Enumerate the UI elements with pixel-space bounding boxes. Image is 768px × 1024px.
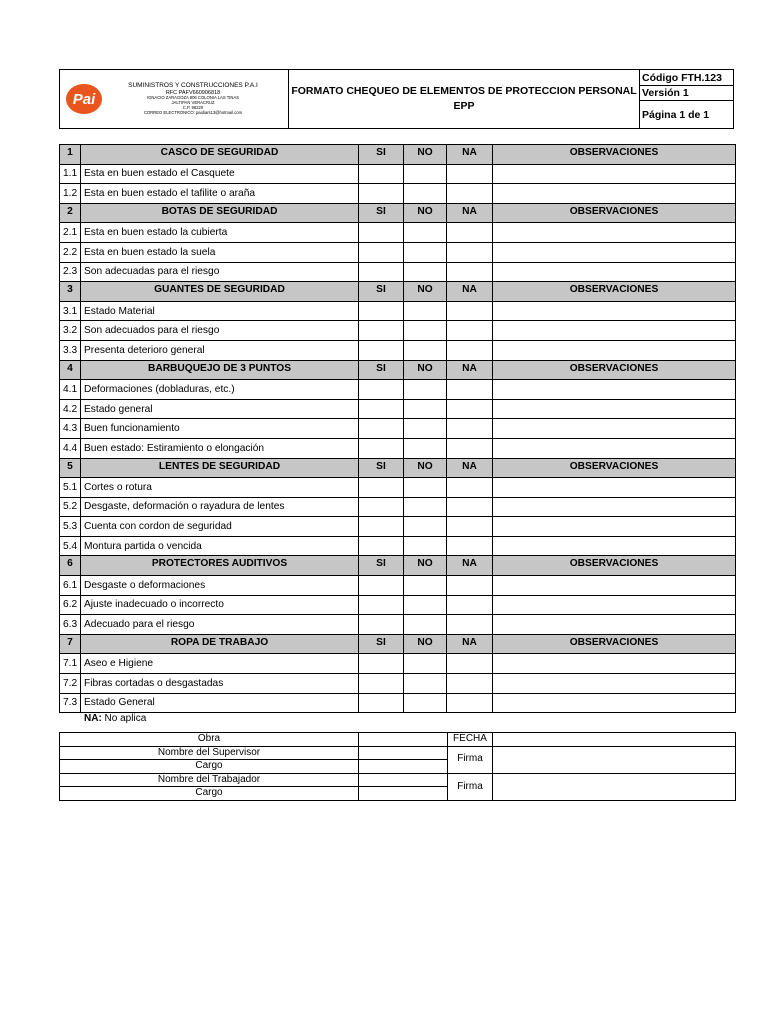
na-cell[interactable] — [447, 536, 493, 556]
item-number: 6.2 — [60, 595, 81, 615]
checklist-item-row — [60, 693, 736, 713]
no-cell[interactable] — [404, 438, 447, 458]
supervisor-cargo-label: Cargo — [60, 760, 359, 774]
observaciones-cell[interactable] — [493, 595, 736, 615]
na-cell[interactable] — [447, 654, 493, 674]
trabajador-cargo-label: Cargo — [60, 787, 359, 801]
no-cell[interactable] — [404, 262, 447, 282]
checklist-item-row — [60, 674, 736, 694]
item-description: Ajuste inadecuado o incorrecto — [81, 595, 359, 615]
col-no-header: NO — [404, 458, 447, 478]
section-title: BARBUQUEJO DE 3 PUNTOS — [81, 360, 359, 380]
checklist-item-row — [60, 478, 736, 498]
no-cell[interactable] — [404, 242, 447, 262]
document-page-number: Página 1 de 1 — [642, 108, 710, 121]
checklist-item-row — [60, 262, 736, 282]
si-cell[interactable] — [359, 674, 404, 694]
na-cell[interactable] — [447, 478, 493, 498]
na-cell[interactable] — [447, 517, 493, 537]
company-name: SUMINISTROS Y CONSTRUCCIONES P.A.I — [128, 82, 258, 90]
si-cell[interactable] — [359, 262, 404, 282]
section-number: 6 — [60, 556, 81, 576]
na-cell[interactable] — [447, 321, 493, 341]
item-number: 7.1 — [60, 654, 81, 674]
checklist-item-row — [60, 654, 736, 674]
na-cell[interactable] — [447, 340, 493, 360]
item-number: 3.1 — [60, 301, 81, 321]
observaciones-cell[interactable] — [493, 654, 736, 674]
col-na-header: NA — [447, 360, 493, 380]
na-cell[interactable] — [447, 242, 493, 262]
checklist-item-row — [60, 517, 736, 537]
col-na-header: NA — [447, 556, 493, 576]
checklist-table — [59, 144, 736, 713]
no-cell[interactable] — [404, 517, 447, 537]
observaciones-cell[interactable] — [493, 419, 736, 439]
checklist-item-row — [60, 321, 736, 341]
section-title: CASCO DE SEGURIDAD — [81, 145, 359, 165]
si-cell[interactable] — [359, 595, 404, 615]
col-no-header: NO — [404, 556, 447, 576]
company-email: CORREO ELECTRONICO: paidiars13@hotmail.com — [143, 109, 243, 115]
company-rfc: RFC PAFV660906818 — [165, 89, 221, 96]
no-cell[interactable] — [404, 693, 447, 713]
item-description: Son adecuadas para el riesgo — [81, 262, 359, 282]
item-description: Estado general — [81, 399, 359, 419]
col-na-header: NA — [447, 145, 493, 165]
supervisor-label: Nombre del Supervisor — [60, 746, 359, 760]
trabajador-label: Nombre del Trabajador — [60, 773, 359, 787]
no-cell[interactable] — [404, 615, 447, 635]
col-na-header: NA — [447, 458, 493, 478]
observaciones-cell[interactable] — [493, 321, 736, 341]
item-number: 4.3 — [60, 419, 81, 439]
observaciones-cell[interactable] — [493, 497, 736, 517]
col-no-header: NO — [404, 634, 447, 654]
item-number: 4.4 — [60, 438, 81, 458]
observaciones-cell[interactable] — [493, 536, 736, 556]
no-cell[interactable] — [404, 184, 447, 204]
col-observaciones-header: OBSERVACIONES — [493, 556, 736, 576]
item-number: 7.3 — [60, 693, 81, 713]
item-number: 5.3 — [60, 517, 81, 537]
col-na-header: NA — [447, 282, 493, 302]
col-observaciones-header: OBSERVACIONES — [493, 634, 736, 654]
observaciones-cell[interactable] — [493, 164, 736, 184]
item-description: Adecuado para el riesgo — [81, 615, 359, 635]
checklist-item-row — [60, 576, 736, 596]
checklist-item-row — [60, 301, 736, 321]
checklist-item-row — [60, 595, 736, 615]
checklist-item-row — [60, 340, 736, 360]
na-cell[interactable] — [447, 301, 493, 321]
checklist-item-row — [60, 223, 736, 243]
col-na-header: NA — [447, 634, 493, 654]
document-header — [59, 69, 734, 129]
si-cell[interactable] — [359, 576, 404, 596]
si-cell[interactable] — [359, 615, 404, 635]
fecha-field[interactable] — [493, 733, 736, 747]
item-number: 4.1 — [60, 380, 81, 400]
na-cell[interactable] — [447, 184, 493, 204]
item-description: Fibras cortadas o desgastadas — [81, 674, 359, 694]
si-cell[interactable] — [359, 164, 404, 184]
checklist-item-row — [60, 380, 736, 400]
supervisor-field[interactable] — [359, 746, 448, 760]
col-observaciones-header: OBSERVACIONES — [493, 145, 736, 165]
item-description: Esta en buen estado el tafilite o araña — [81, 184, 359, 204]
no-cell[interactable] — [404, 576, 447, 596]
no-cell[interactable] — [404, 478, 447, 498]
item-description: Montura partida o vencida — [81, 536, 359, 556]
no-cell[interactable] — [404, 595, 447, 615]
col-no-header: NO — [404, 282, 447, 302]
checklist-item-row — [60, 419, 736, 439]
si-cell[interactable] — [359, 654, 404, 674]
supervisor-firma-field[interactable] — [493, 746, 736, 773]
observaciones-cell[interactable] — [493, 184, 736, 204]
col-observaciones-header: OBSERVACIONES — [493, 282, 736, 302]
item-description: Desgaste o deformaciones — [81, 576, 359, 596]
observaciones-cell[interactable] — [493, 242, 736, 262]
item-description: Desgaste, deformación o rayadura de lentes — [81, 497, 359, 517]
trabajador-field[interactable] — [359, 773, 448, 787]
company-block — [60, 70, 289, 128]
trabajador-firma-label: Firma — [448, 773, 493, 800]
company-zip: C.P. 96220 — [182, 104, 204, 110]
observaciones-cell[interactable] — [493, 301, 736, 321]
section-header-row — [60, 203, 736, 223]
no-cell[interactable] — [404, 301, 447, 321]
si-cell[interactable] — [359, 380, 404, 400]
item-description: Esta en buen estado el Casquete — [81, 164, 359, 184]
trabajador-firma-field[interactable] — [493, 773, 736, 800]
observaciones-cell[interactable] — [493, 693, 736, 713]
obra-label: Obra — [60, 733, 359, 747]
company-info — [102, 82, 288, 115]
item-description: Buen estado: Estiramiento o elongación — [81, 438, 359, 458]
item-description: Presenta deterioro general — [81, 340, 359, 360]
section-number: 5 — [60, 458, 81, 478]
item-description: Deformaciones (dobladuras, etc.) — [81, 380, 359, 400]
item-number: 6.1 — [60, 576, 81, 596]
col-no-header: NO — [404, 203, 447, 223]
col-na-header: NA — [447, 203, 493, 223]
observaciones-cell[interactable] — [493, 438, 736, 458]
company-address: IGNACIO ZARAGOZA 806 COLONIA LAS TINAS — [146, 95, 240, 101]
section-header-row — [60, 556, 736, 576]
na-cell[interactable] — [447, 164, 493, 184]
item-number: 5.2 — [60, 497, 81, 517]
si-cell[interactable] — [359, 536, 404, 556]
item-description: Aseo e Higiene — [81, 654, 359, 674]
observaciones-cell[interactable] — [493, 399, 736, 419]
obra-field[interactable] — [359, 733, 448, 747]
item-number: 2.1 — [60, 223, 81, 243]
observaciones-cell[interactable] — [493, 340, 736, 360]
item-description: Esta en buen estado la suela — [81, 242, 359, 262]
na-cell[interactable] — [447, 497, 493, 517]
observaciones-cell[interactable] — [493, 478, 736, 498]
checklist-item-row — [60, 615, 736, 635]
item-number: 3.3 — [60, 340, 81, 360]
section-title: BOTAS DE SEGURIDAD — [81, 203, 359, 223]
na-cell[interactable] — [447, 223, 493, 243]
observaciones-cell[interactable] — [493, 380, 736, 400]
observaciones-cell[interactable] — [493, 615, 736, 635]
si-cell[interactable] — [359, 340, 404, 360]
trabajador-cargo-field[interactable] — [359, 787, 448, 801]
si-cell[interactable] — [359, 242, 404, 262]
checklist-item-row — [60, 536, 736, 556]
col-no-header: NO — [404, 145, 447, 165]
observaciones-cell[interactable] — [493, 517, 736, 537]
fecha-label: FECHA — [448, 733, 493, 747]
section-title: LENTES DE SEGURIDAD — [81, 458, 359, 478]
no-cell[interactable] — [404, 419, 447, 439]
supervisor-firma-label: Firma — [448, 746, 493, 773]
item-description: Estado General — [81, 693, 359, 713]
si-cell[interactable] — [359, 693, 404, 713]
title-line-1: FORMATO CHEQUEO DE ELEMENTOS DE PROTECCION PERSONAL — [291, 84, 637, 97]
col-si-header: SI — [359, 360, 404, 380]
section-header-row — [60, 458, 736, 478]
si-cell[interactable] — [359, 517, 404, 537]
document-meta — [640, 70, 733, 128]
checklist-item-row — [60, 242, 736, 262]
item-number: 3.2 — [60, 321, 81, 341]
document-version: Versión 1 — [640, 86, 733, 101]
observaciones-cell[interactable] — [493, 223, 736, 243]
signature-table — [59, 732, 736, 801]
checklist-item-row — [60, 184, 736, 204]
na-cell[interactable] — [447, 576, 493, 596]
na-cell[interactable] — [447, 674, 493, 694]
col-observaciones-header: OBSERVACIONES — [493, 203, 736, 223]
item-number: 5.1 — [60, 478, 81, 498]
si-cell[interactable] — [359, 321, 404, 341]
item-description: Buen funcionamiento — [81, 419, 359, 439]
col-observaciones-header: OBSERVACIONES — [493, 360, 736, 380]
si-cell[interactable] — [359, 478, 404, 498]
item-number: 1.1 — [60, 164, 81, 184]
section-number: 7 — [60, 634, 81, 654]
section-header-row — [60, 634, 736, 654]
item-description: Cortes o rotura — [81, 478, 359, 498]
na-cell[interactable] — [447, 380, 493, 400]
section-number: 4 — [60, 360, 81, 380]
company-city: JALTIPAN VERACRUZ — [171, 100, 215, 106]
section-header-row — [60, 282, 736, 302]
item-number: 7.2 — [60, 674, 81, 694]
si-cell[interactable] — [359, 399, 404, 419]
col-si-header: SI — [359, 145, 404, 165]
na-cell[interactable] — [447, 438, 493, 458]
checklist-item-row — [60, 497, 736, 517]
observaciones-cell[interactable] — [493, 576, 736, 596]
col-si-header: SI — [359, 634, 404, 654]
na-note-label: NA: — [84, 713, 102, 724]
item-number: 6.3 — [60, 615, 81, 635]
item-description: Estado Material — [81, 301, 359, 321]
item-description: Esta en buen estado la cubierta — [81, 223, 359, 243]
section-header-row — [60, 145, 736, 165]
no-cell[interactable] — [404, 321, 447, 341]
no-cell[interactable] — [404, 536, 447, 556]
na-note — [84, 713, 146, 724]
col-si-header: SI — [359, 556, 404, 576]
item-number: 2.3 — [60, 262, 81, 282]
observaciones-cell[interactable] — [493, 674, 736, 694]
col-si-header: SI — [359, 203, 404, 223]
na-cell[interactable] — [447, 262, 493, 282]
no-cell[interactable] — [404, 654, 447, 674]
item-description: Cuenta con cordon de seguridad — [81, 517, 359, 537]
item-number: 5.4 — [60, 536, 81, 556]
na-cell[interactable] — [447, 595, 493, 615]
document-code: Código FTH.123 — [640, 70, 733, 86]
na-cell[interactable] — [447, 419, 493, 439]
supervisor-cargo-field[interactable] — [359, 760, 448, 774]
si-cell[interactable] — [359, 419, 404, 439]
no-cell[interactable] — [404, 340, 447, 360]
no-cell[interactable] — [404, 399, 447, 419]
section-number: 3 — [60, 282, 81, 302]
col-si-header: SI — [359, 282, 404, 302]
item-number: 1.2 — [60, 184, 81, 204]
si-cell[interactable] — [359, 301, 404, 321]
no-cell[interactable] — [404, 164, 447, 184]
checklist-item-row — [60, 164, 736, 184]
section-number: 2 — [60, 203, 81, 223]
na-cell[interactable] — [447, 615, 493, 635]
col-observaciones-header: OBSERVACIONES — [493, 458, 736, 478]
si-cell[interactable] — [359, 497, 404, 517]
section-title: ROPA DE TRABAJO — [81, 634, 359, 654]
na-cell[interactable] — [447, 693, 493, 713]
no-cell[interactable] — [404, 497, 447, 517]
no-cell[interactable] — [404, 380, 447, 400]
si-cell[interactable] — [359, 223, 404, 243]
col-si-header: SI — [359, 458, 404, 478]
item-number: 2.2 — [60, 242, 81, 262]
checklist-item-row — [60, 438, 736, 458]
title-line-2: EPP — [453, 100, 475, 112]
section-title: PROTECTORES AUDITIVOS — [81, 556, 359, 576]
si-cell[interactable] — [359, 438, 404, 458]
na-note-text: No aplica — [101, 713, 147, 724]
si-cell[interactable] — [359, 184, 404, 204]
col-no-header: NO — [404, 360, 447, 380]
na-cell[interactable] — [447, 399, 493, 419]
item-description: Son adecuados para el riesgo — [81, 321, 359, 341]
section-title: GUANTES DE SEGURIDAD — [81, 282, 359, 302]
checklist-item-row — [60, 399, 736, 419]
item-number: 4.2 — [60, 399, 81, 419]
no-cell[interactable] — [404, 223, 447, 243]
no-cell[interactable] — [404, 674, 447, 694]
company-logo: Pai — [66, 84, 102, 114]
observaciones-cell[interactable] — [493, 262, 736, 282]
section-number: 1 — [60, 145, 81, 165]
section-header-row — [60, 360, 736, 380]
document-title — [289, 70, 640, 128]
